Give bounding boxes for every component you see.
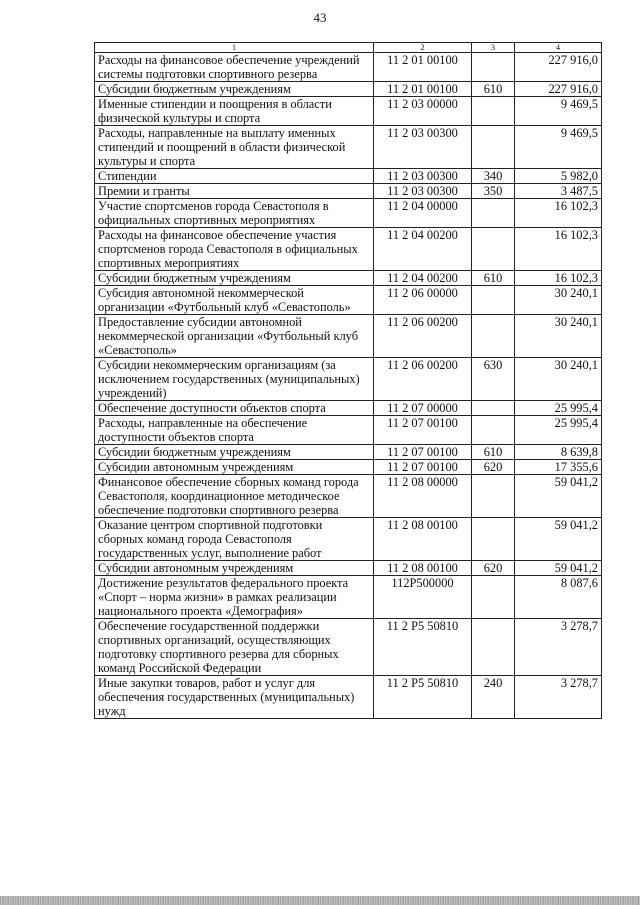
table-row <box>95 199 602 228</box>
table-row <box>95 416 602 445</box>
table-row <box>95 401 602 416</box>
row-name: Субсидии бюджетным учреждениям <box>95 271 374 286</box>
table-row <box>95 460 602 475</box>
row-code: 11 2 06 00000 <box>374 286 472 315</box>
row-expense-type: 610 <box>472 271 515 286</box>
row-name: Расходы на финансовое обеспечение участия спортсменов города Севастополя в официальных спортивных мероприятиях <box>95 228 374 271</box>
row-code: 11 2 07 00100 <box>374 445 472 460</box>
row-amount: 227 916,0 <box>515 53 602 82</box>
budget-table <box>94 42 602 719</box>
table-row <box>95 576 602 619</box>
header-col-3: 3 <box>472 43 515 53</box>
row-amount: 3 278,7 <box>515 619 602 676</box>
row-name: Субсидии некоммерческим организациям (за исключением государственных (муниципальных) учреждений) <box>95 358 374 401</box>
row-amount: 3 487,5 <box>515 184 602 199</box>
row-expense-type: 350 <box>472 184 515 199</box>
row-expense-type <box>472 97 515 126</box>
row-code: 11 2 01 00100 <box>374 82 472 97</box>
row-code: 11 2 04 00200 <box>374 228 472 271</box>
row-amount: 16 102,3 <box>515 271 602 286</box>
row-code: 11 2 06 00200 <box>374 358 472 401</box>
row-amount: 30 240,1 <box>515 315 602 358</box>
row-expense-type <box>472 53 515 82</box>
row-code: 11 2 08 00100 <box>374 561 472 576</box>
table-row <box>95 82 602 97</box>
row-amount: 8 639,8 <box>515 445 602 460</box>
row-name: Обеспечение доступности объектов спорта <box>95 401 374 416</box>
row-code: 11 2 04 00000 <box>374 199 472 228</box>
row-expense-type <box>472 286 515 315</box>
header-col-1: 1 <box>95 43 374 53</box>
row-expense-type: 340 <box>472 169 515 184</box>
row-name: Финансовое обеспечение сборных команд города Севастополя, координационное методическое обеспечение подготовки спортивного резерва <box>95 475 374 518</box>
row-expense-type <box>472 228 515 271</box>
table-row <box>95 315 602 358</box>
row-name: Расходы на финансовое обеспечение учреждений системы подготовки спортивного резерва <box>95 53 374 82</box>
table-row <box>95 676 602 719</box>
header-col-4: 4 <box>515 43 602 53</box>
row-code: 11 2 03 00000 <box>374 97 472 126</box>
table-row <box>95 518 602 561</box>
row-expense-type <box>472 475 515 518</box>
row-amount: 9 469,5 <box>515 126 602 169</box>
table-row <box>95 184 602 199</box>
row-name: Именные стипендии и поощрения в области физической культуры и спорта <box>95 97 374 126</box>
scan-edge-artifact <box>0 896 640 905</box>
table-row <box>95 475 602 518</box>
row-amount: 17 355,6 <box>515 460 602 475</box>
row-expense-type: 620 <box>472 561 515 576</box>
row-name: Расходы, направленные на обеспечение доступности объектов спорта <box>95 416 374 445</box>
table-row <box>95 53 602 82</box>
table-row <box>95 228 602 271</box>
row-name: Стипендии <box>95 169 374 184</box>
row-code: 11 2 07 00000 <box>374 401 472 416</box>
table-row <box>95 561 602 576</box>
row-amount: 59 041,2 <box>515 518 602 561</box>
row-expense-type: 610 <box>472 445 515 460</box>
row-amount: 8 087,6 <box>515 576 602 619</box>
row-expense-type: 630 <box>472 358 515 401</box>
row-name: Субсидии бюджетным учреждениям <box>95 445 374 460</box>
row-code: 11 2 03 00300 <box>374 126 472 169</box>
table-body <box>95 53 602 719</box>
table-row <box>95 445 602 460</box>
row-name: Оказание центром спортивной подготовки сборных команд города Севастополя государственных услуг, выполнение работ <box>95 518 374 561</box>
row-code: 11 2 08 00000 <box>374 475 472 518</box>
row-amount: 227 916,0 <box>515 82 602 97</box>
row-expense-type <box>472 518 515 561</box>
row-name: Субсидии бюджетным учреждениям <box>95 82 374 97</box>
row-expense-type <box>472 619 515 676</box>
table-header-row <box>95 43 602 53</box>
row-expense-type: 240 <box>472 676 515 719</box>
row-name: Субсидии автономным учреждениям <box>95 561 374 576</box>
row-name: Обеспечение государственной поддержки спортивных организаций, осуществляющих подготовку спортивного резерва для сборных команд Российской Федерации <box>95 619 374 676</box>
row-expense-type: 610 <box>472 82 515 97</box>
row-code: 11 2 01 00100 <box>374 53 472 82</box>
row-expense-type <box>472 416 515 445</box>
table-row <box>95 286 602 315</box>
row-code: 11 2 04 00200 <box>374 271 472 286</box>
row-code: 11 2 08 00100 <box>374 518 472 561</box>
table-row <box>95 126 602 169</box>
row-expense-type <box>472 199 515 228</box>
row-expense-type: 620 <box>472 460 515 475</box>
table-row <box>95 619 602 676</box>
row-name: Премии и гранты <box>95 184 374 199</box>
row-amount: 59 041,2 <box>515 475 602 518</box>
row-code: 112P500000 <box>374 576 472 619</box>
row-code: 11 2 P5 50810 <box>374 676 472 719</box>
row-amount: 30 240,1 <box>515 286 602 315</box>
row-amount: 3 278,7 <box>515 676 602 719</box>
row-name: Расходы, направленные на выплату именных стипендий и поощрений в области физической культуры и спорта <box>95 126 374 169</box>
row-amount: 25 995,4 <box>515 401 602 416</box>
header-col-2: 2 <box>374 43 472 53</box>
row-name: Достижение результатов федерального проекта «Спорт – норма жизни» в рамках реализации национального проекта «Демография» <box>95 576 374 619</box>
row-code: 11 2 03 00300 <box>374 184 472 199</box>
row-amount: 30 240,1 <box>515 358 602 401</box>
row-amount: 16 102,3 <box>515 199 602 228</box>
table-row <box>95 97 602 126</box>
row-name: Субсидии автономным учреждениям <box>95 460 374 475</box>
row-amount: 16 102,3 <box>515 228 602 271</box>
row-name: Иные закупки товаров, работ и услуг для обеспечения государственных (муниципальных) нужд <box>95 676 374 719</box>
row-amount: 59 041,2 <box>515 561 602 576</box>
row-code: 11 2 07 00100 <box>374 416 472 445</box>
row-code: 11 2 03 00300 <box>374 169 472 184</box>
table-row <box>95 169 602 184</box>
row-expense-type <box>472 126 515 169</box>
row-code: 11 2 07 00100 <box>374 460 472 475</box>
table-row <box>95 358 602 401</box>
row-amount: 5 982,0 <box>515 169 602 184</box>
table-row <box>95 271 602 286</box>
row-amount: 9 469,5 <box>515 97 602 126</box>
row-name: Субсидия автономной некоммерческой организации «Футбольный клуб «Севастополь» <box>95 286 374 315</box>
row-expense-type <box>472 401 515 416</box>
row-amount: 25 995,4 <box>515 416 602 445</box>
row-expense-type <box>472 315 515 358</box>
page-number: 43 <box>313 10 327 25</box>
row-name: Предоставление субсидии автономной некоммерческой организации «Футбольный клуб «Севастополь» <box>95 315 374 358</box>
row-code: 11 2 06 00200 <box>374 315 472 358</box>
row-name: Участие спортсменов города Севастополя в официальных спортивных мероприятиях <box>95 199 374 228</box>
row-expense-type <box>472 576 515 619</box>
row-code: 11 2 P5 50810 <box>374 619 472 676</box>
